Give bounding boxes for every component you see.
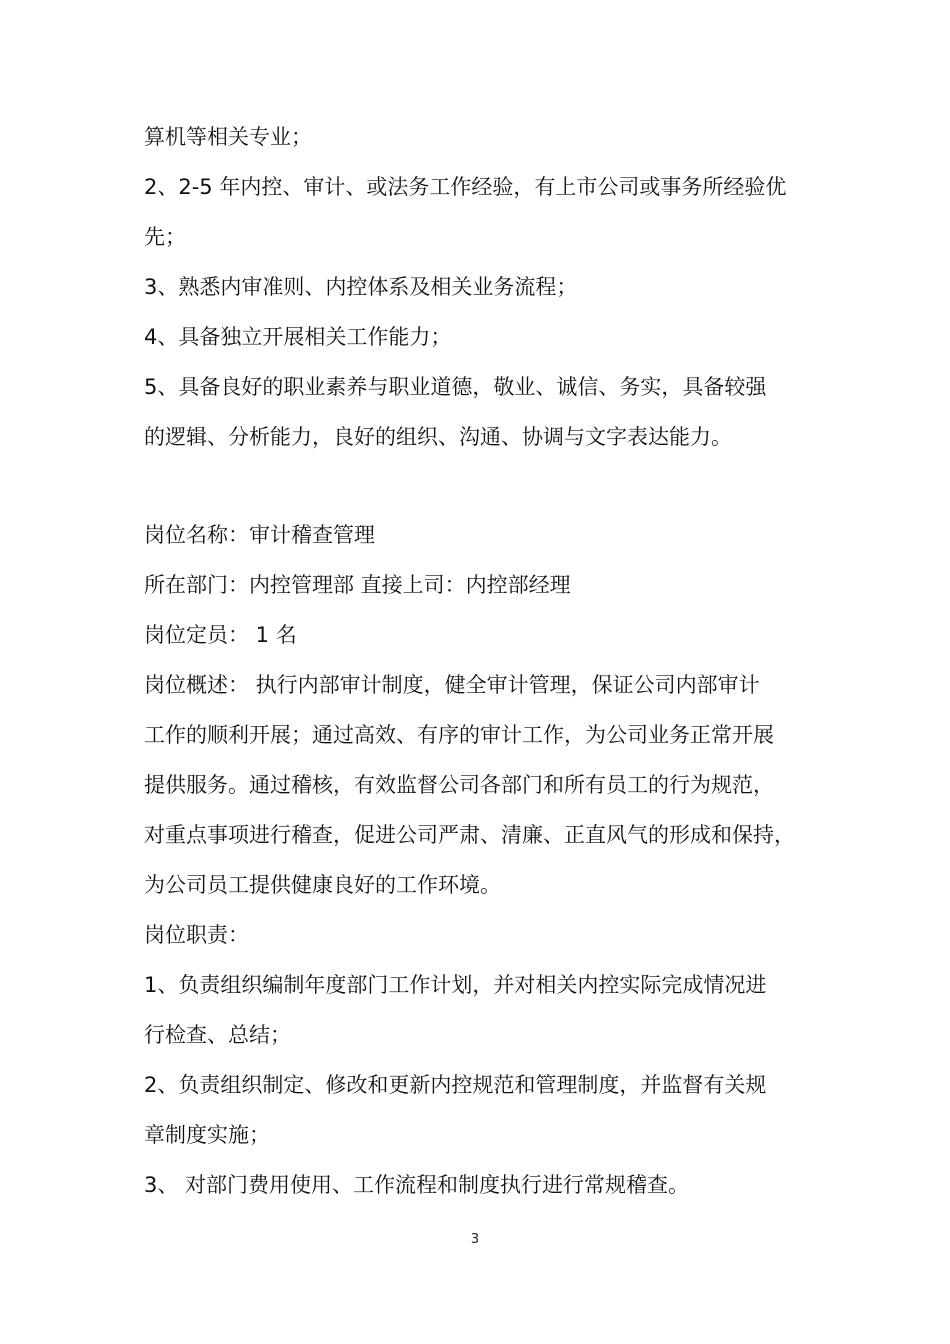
summary-line: 工作的顺利开展；通过高效、有序的审计工作，为公司业务正常开展 <box>144 723 774 747</box>
section-gap <box>144 462 814 510</box>
position-title-line: 岗位名称：审计稽查管理 <box>144 523 375 547</box>
responsibility-line: 章制度实施； <box>144 1123 270 1147</box>
summary-line: 为公司员工提供健康良好的工作环境。 <box>144 873 501 897</box>
text-line: 2、2-5 年内控、审计、或法务工作经验，有上市公司或事务所经验优 <box>144 175 787 199</box>
text-line: 先； <box>144 225 186 249</box>
text-line: 的逻辑、分析能力，良好的组织、沟通、协调与文字表达能力。 <box>144 425 732 449</box>
text-line: 3、熟悉内审准则、内控体系及相关业务流程； <box>144 275 578 299</box>
summary-line: 对重点事项进行稽查，促进公司严肃、清廉、正直风气的形成和保持， <box>144 823 795 847</box>
responsibility-line: 3、 对部门费用使用、工作流程和制度执行进行常规稽查。 <box>144 1173 690 1197</box>
department-line: 所在部门：内控管理部 直接上司：内控部经理 <box>144 573 571 597</box>
responsibility-line: 2、负责组织制定、修改和更新内控规范和管理制度，并监督有关规 <box>144 1073 767 1097</box>
text-line: 算机等相关专业； <box>144 125 312 149</box>
summary-line: 岗位概述： 执行内部审计制度，健全审计管理，保证公司内部审计 <box>144 673 760 697</box>
responsibility-line: 1、负责组织编制年度部门工作计划，并对相关内控实际完成情况进 <box>144 973 767 997</box>
responsibilities-heading: 岗位职责： <box>144 923 249 947</box>
headcount-line: 岗位定员： 1 名 <box>144 623 297 647</box>
text-line: 4、具备独立开展相关工作能力； <box>144 325 452 349</box>
text-line: 5、具备良好的职业素养与职业道德，敬业、诚信、务实，具备较强 <box>144 375 767 399</box>
responsibility-line: 行检查、总结； <box>144 1023 291 1047</box>
page-number: 3 <box>470 1232 480 1247</box>
document-body <box>144 112 814 1210</box>
summary-line: 提供服务。通过稽核，有效监督公司各部门和所有员工的行为规范， <box>144 773 774 797</box>
